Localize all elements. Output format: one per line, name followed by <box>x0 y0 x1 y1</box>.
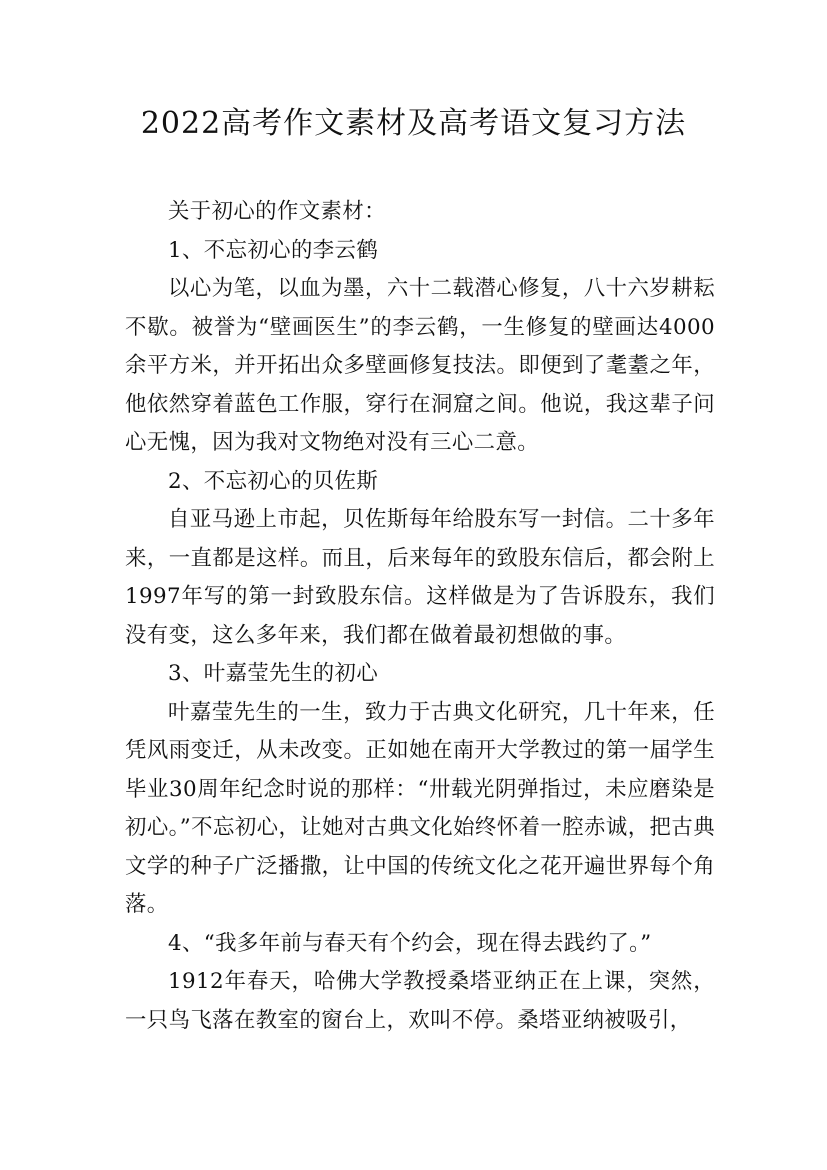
paragraph-bezos: 自亚马逊上市起，贝佐斯每年给股东写一封信。二十多年来，一直都是这样。而且，后来每年的致股东信后，都会附上1997年写的第一封致股东信。这样做是为了告诉股东，我们没有变，这么多年来，我们都在做着最初想做的事。 <box>125 507 715 648</box>
heading-li-yunhe: 1、不忘初心的李云鹤 <box>168 237 379 263</box>
heading-bezos: 2、不忘初心的贝佐斯 <box>168 468 379 494</box>
document-title: 2022高考作文素材及高考语文复习方法 <box>140 106 687 141</box>
heading-spring-appointment: 4、“我多年前与春天有个约会，现在得去践约了。” <box>168 930 652 956</box>
heading-ye-jiaying: 3、叶嘉莹先生的初心 <box>168 661 379 686</box>
paragraph-li-yunhe: 以心为笔，以血为墨，六十二载潜心修复，八十六岁耕耘不歇。被誉为“壁画医生”的李云鹤，一生修复的壁画达4000余平方米，并开拓出众多壁画修复技法。即便到了耄耋之年，他依然穿着蓝色工作服，穿行在洞窟之间。他说，我这辈子问心无愧，因为我对文物绝对没有三心二意。 <box>125 276 715 455</box>
document-body <box>125 193 715 1040</box>
paragraph-intro: 关于初心的作文素材： <box>168 199 386 224</box>
paragraph-ye-jiaying: 叶嘉莹先生的一生，致力于古典文化研究，几十年来，任凭风雨变迁，从未改变。正如她在南开大学教过的第一届学生毕业30周年纪念时说的那样：“卅载光阴弹指过，未应磨染是初心。”不忘初心，让她对古典文化始终怀着一腔赤诚，把古典文学的种子广泛播撒，让中国的传统文化之花开遍世界每个角落。 <box>125 699 715 917</box>
paragraph-santayana: 1912年春天，哈佛大学教授桑塔亚纳正在上课，突然，一只鸟飞落在教室的窗台上，欢叫不停。桑塔亚纳被吸引， <box>125 969 715 1033</box>
